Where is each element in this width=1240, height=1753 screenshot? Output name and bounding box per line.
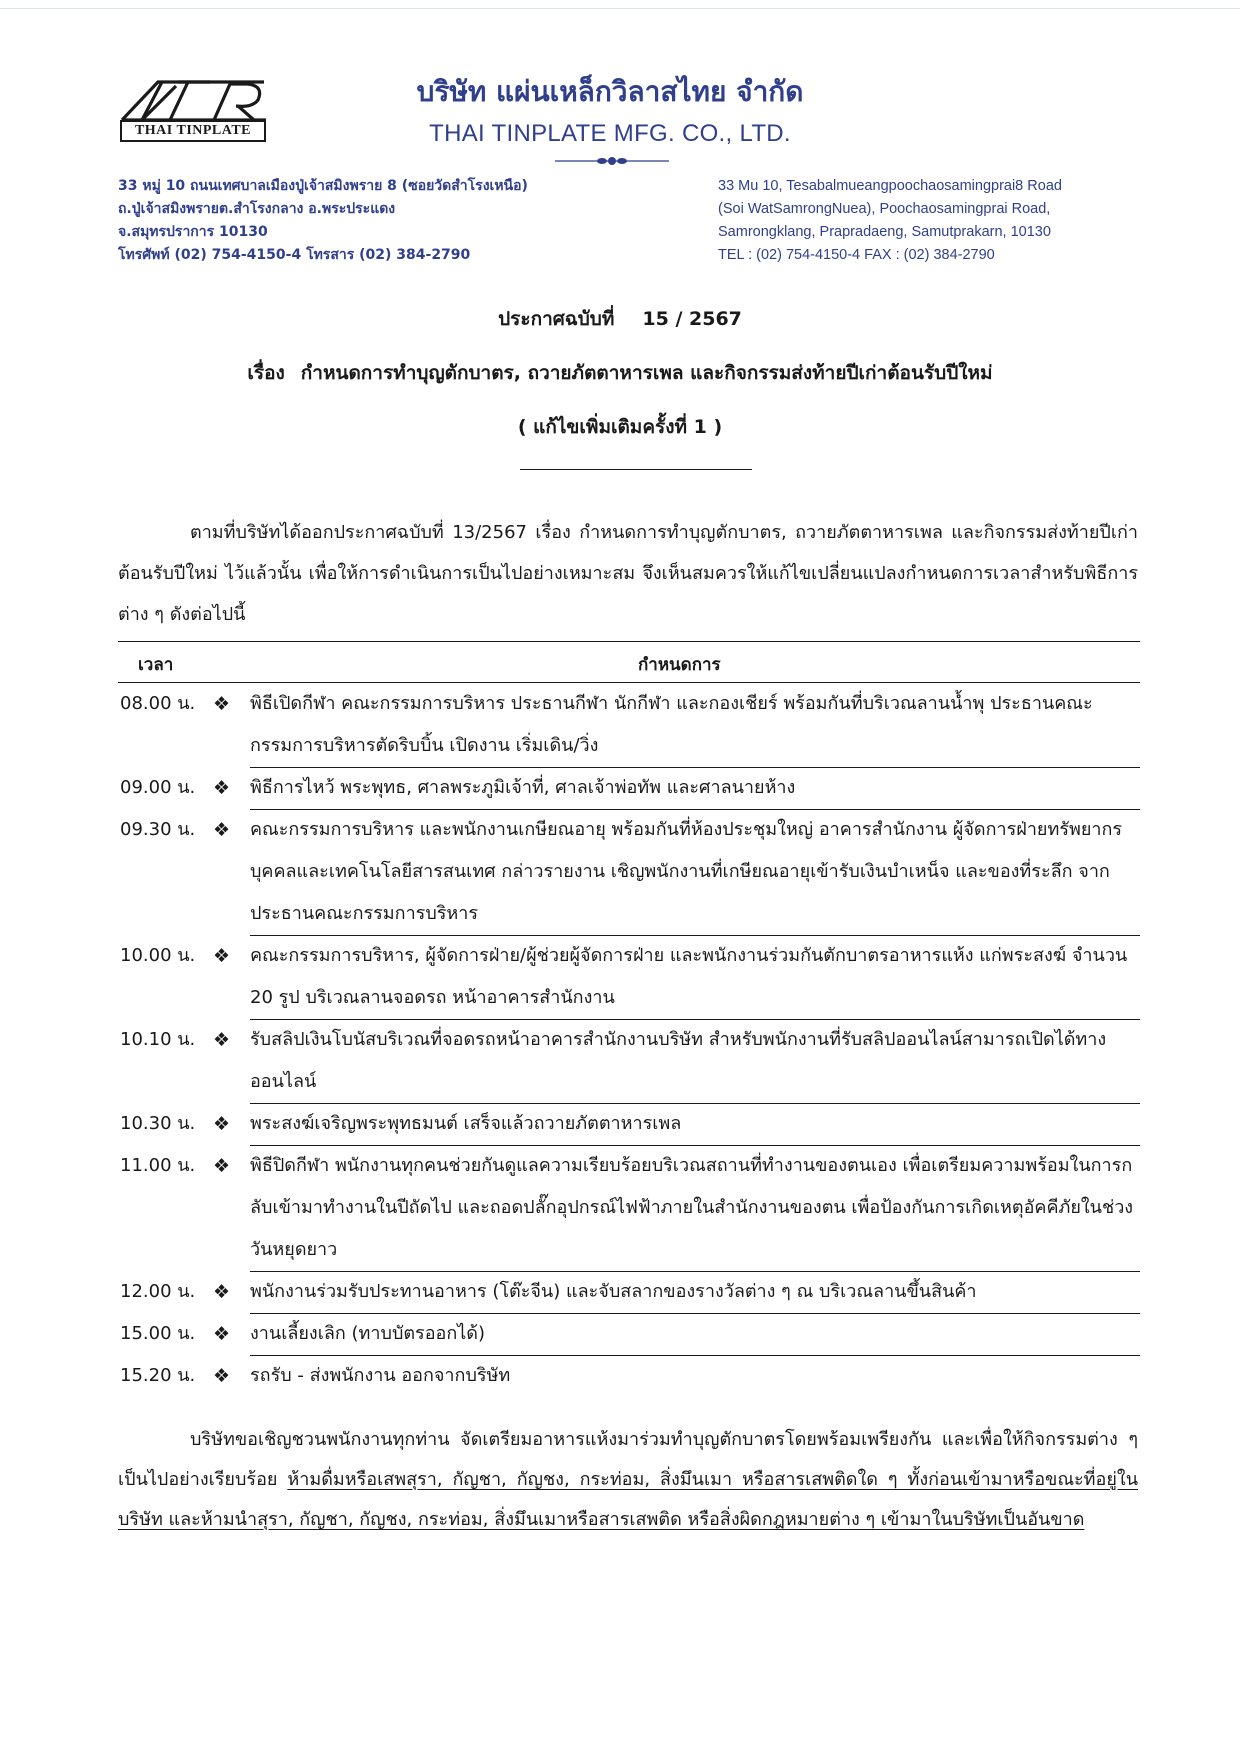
diamond-bullet-icon: ❖ <box>213 1365 231 1387</box>
diamond-bullet-icon: ❖ <box>213 1155 231 1177</box>
schedule-description: พนักงานร่วมรับประทานอาหาร (โต๊ะจีน) และจับสลากของรางวัลต่าง ๆ ณ บริเวณลานขึ้นสินค้า <box>250 1271 1140 1314</box>
schedule-time: 10.10 น. <box>120 1029 196 1050</box>
schedule-time: 15.00 น. <box>120 1323 196 1344</box>
diamond-bullet-icon: ❖ <box>213 1281 231 1303</box>
diamond-bullet-icon: ❖ <box>213 693 231 715</box>
address-thai-phone: โทรศัพท์ (02) 754-4150-4 โทรสาร (02) 384-2790 <box>118 247 471 263</box>
schedule-description: พิธีเปิดกีฬา คณะกรรมการบริหาร ประธานกีฬา นักกีฬา และกองเชียร์ พร้อมกันที่บริเวณลานน้ำพุ ประธานคณะกรรมการบริหารตัดริบบิ้น เปิดงาน เริ่มเดิน/วิ่ง <box>250 683 1140 768</box>
schedule-time: 11.00 น. <box>120 1155 196 1176</box>
address-thai <box>118 175 578 267</box>
company-name-thai: บริษัท แผ่นเหล็กวิลาสไทย จำกัด <box>416 75 804 108</box>
title-underline <box>520 469 752 470</box>
schedule-row <box>118 767 1140 809</box>
amendment-note: ( แก้ไขเพิ่มเติมครั้งที่ 1 ) <box>517 416 723 438</box>
schedule-time: 08.00 น. <box>120 693 196 714</box>
company-name-english: THAI TINPLATE MFG. CO., LTD. <box>429 120 791 147</box>
subject-label: เรื่อง <box>247 362 285 384</box>
divider-ornament-icon <box>555 154 669 168</box>
subject-text: กำหนดการทำบุญตักบาตร, ถวายภัตตาหารเพล และกิจกรรมส่งท้ายปีเก่าต้อนรับปีใหม่ <box>300 362 993 384</box>
schedule-row <box>118 1271 1140 1313</box>
announcement-number-value: 15 / 2567 <box>642 308 742 330</box>
page-top-rule <box>0 8 1240 9</box>
schedule-time: 10.00 น. <box>120 945 196 966</box>
schedule-description: รับสลิปเงินโบนัสบริเวณที่จอดรถหน้าอาคารสำนักงานบริษัท สำหรับพนักงานที่รับสลิปออนไลน์สามารถเปิดได้ทางออนไลน์ <box>250 1019 1140 1104</box>
schedule-row <box>118 1019 1140 1103</box>
diamond-bullet-icon: ❖ <box>213 1323 231 1345</box>
schedule-time: 12.00 น. <box>120 1281 196 1302</box>
address-thai-line: 33 หมู่ 10 ถนนเทศบาลเมืองปู่เจ้าสมิงพราย 8 (ซอยวัดสำโรงเหนือ) <box>118 178 528 194</box>
address-english-phone: TEL : (02) 754-4150-4 FAX : (02) 384-2790 <box>718 247 995 263</box>
address-english-line: 33 Mu 10, Tesabalmueangpoochaosamingprai8 Road <box>718 178 1062 194</box>
diamond-bullet-icon: ❖ <box>213 1029 231 1051</box>
diamond-bullet-icon: ❖ <box>213 819 231 841</box>
diamond-bullet-icon: ❖ <box>213 945 231 967</box>
address-english <box>718 175 1138 267</box>
schedule-row <box>118 1313 1140 1355</box>
address-thai-line: จ.สมุทรปราการ 10130 <box>118 224 268 240</box>
schedule-row <box>118 809 1140 935</box>
schedule-description: รถรับ - ส่งพนักงาน ออกจากบริษัท <box>250 1365 511 1386</box>
schedule-time: 10.30 น. <box>120 1113 196 1134</box>
diamond-bullet-icon: ❖ <box>213 777 231 799</box>
address-english-line: (Soi WatSamrongNuea), Poochaosamingprai Road, <box>718 201 1051 217</box>
schedule-time: 09.00 น. <box>120 777 196 798</box>
column-header-time: เวลา <box>138 655 174 675</box>
schedule-description: คณะกรรมการบริหาร และพนักงานเกษียณอายุ พร้อมกันที่ห้องประชุมใหญ่ อาคารสำนักงาน ผู้จัดการฝ่ายทรัพยากรบุคคลและเทคโนโลยีสารสนเทศ กล่าวรายงาน เชิญพนักงานที่เกษียณอายุเข้ารับเงินบำเหน็จ และของที่ระลึก จากประธานคณะกรรมการบริหาร <box>250 809 1140 936</box>
prohibition-notice: ห้ามดื่มหรือเสพสุรา, กัญชา, กัญชง, กระท่อม, สิ่งมึนเมา หรือสารเสพติดใด ๆ ทั้งก่อนเข้ามาหรือขณะที่อยู่ในบริษัท และห้ามนำสุรา, กัญชา, กัญชง, กระท่อม, สิ่งมึนเมาหรือสารเสพติด หรือสิ่งผิดกฎหมายต่าง ๆ เข้ามาในบริษัทเป็นอันขาด <box>118 1469 1138 1530</box>
schedule-header <box>118 641 1140 683</box>
address-thai-line: ถ.ปู่เจ้าสมิงพรายต.สำโรงกลาง อ.พระประแดง <box>118 201 396 217</box>
intro-paragraph: ตามที่บริษัทได้ออกประกาศฉบับที่ 13/2567 เรื่อง กำหนดการทำบุญตักบาตร, ถวายภัตตาหารเพล และกิจกรรมส่งท้ายปีเก่าต้อนรับปีใหม่ ไว้แล้วนั้น เพื่อให้การดำเนินการเป็นไปอย่างเหมาะสม จึงเห็นสมควรให้แก้ไขเปลี่ยนแปลงกำหนดการเวลาสำหรับพิธีการต่าง ๆ ดังต่อไปนี้ <box>118 522 1138 625</box>
announcement-subject <box>0 358 1240 388</box>
schedule-description: พระสงฆ์เจริญพระพุทธมนต์ เสร็จแล้วถวายภัตตาหารเพล <box>250 1103 1140 1146</box>
schedule-row <box>118 1145 1140 1271</box>
schedule-description: คณะกรรมการบริหาร, ผู้จัดการฝ่าย/ผู้ช่วยผู้จัดการฝ่าย และพนักงานร่วมกันตักบาตรอาหารแห้ง แก่พระสงฆ์ จำนวน 20 รูป บริเวณลานจอดรถ หน้าอาคารสำนักงาน <box>250 935 1140 1020</box>
schedule-time: 15.20 น. <box>120 1365 196 1386</box>
schedule-row <box>118 683 1140 767</box>
schedule-table <box>118 641 1140 1397</box>
diamond-bullet-icon: ❖ <box>213 1113 231 1135</box>
closing-paragraph <box>118 1420 1138 1540</box>
announcement-label: ประกาศฉบับที่ <box>498 308 615 330</box>
company-logo <box>118 76 270 146</box>
ttp-logo-mark <box>118 76 270 126</box>
schedule-row <box>118 1355 1140 1397</box>
closing-text: บริษัทขอเชิญชวนพนักงานทุกท่าน จัดเตรียมอาหารแห้งมาร่วมทำบุญตักบาตรโดยพร้อมเพรียงกัน และเพื่อให้กิจกรรมต่าง ๆ เป็นไปอย่างเรียบร้อย <box>118 1429 1138 1490</box>
address-english-line: Samrongklang, Prapradaeng, Samutprakarn, 10130 <box>718 224 1051 240</box>
schedule-description: พิธีการไหว้ พระพุทธ, ศาลพระภูมิเจ้าที่, ศาลเจ้าพ่อทัพ และศาลนายห้าง <box>250 767 1140 810</box>
schedule-time: 09.30 น. <box>120 819 196 840</box>
column-header-agenda: กำหนดการ <box>638 655 721 675</box>
logo-caption: THAI TINPLATE <box>120 120 266 142</box>
schedule-row <box>118 935 1140 1019</box>
schedule-description: พิธีปิดกีฬา พนักงานทุกคนช่วยกันดูแลความเรียบร้อยบริเวณสถานที่ทำงานของตนเอง เพื่อเตรียมความพร้อมในการกลับเข้ามาทำงานในปีถัดไป และถอดปลั๊กอุปกรณ์ไฟฟ้าภายในสำนักงานของตน เพื่อป้องกันการเกิดเหตุอัคคีภัยในช่วงวันหยุดยาว <box>250 1145 1140 1272</box>
schedule-description: งานเลี้ยงเลิก (ทาบบัตรออกได้) <box>250 1313 1140 1356</box>
schedule-row <box>118 1103 1140 1145</box>
announcement-number <box>0 304 1240 334</box>
